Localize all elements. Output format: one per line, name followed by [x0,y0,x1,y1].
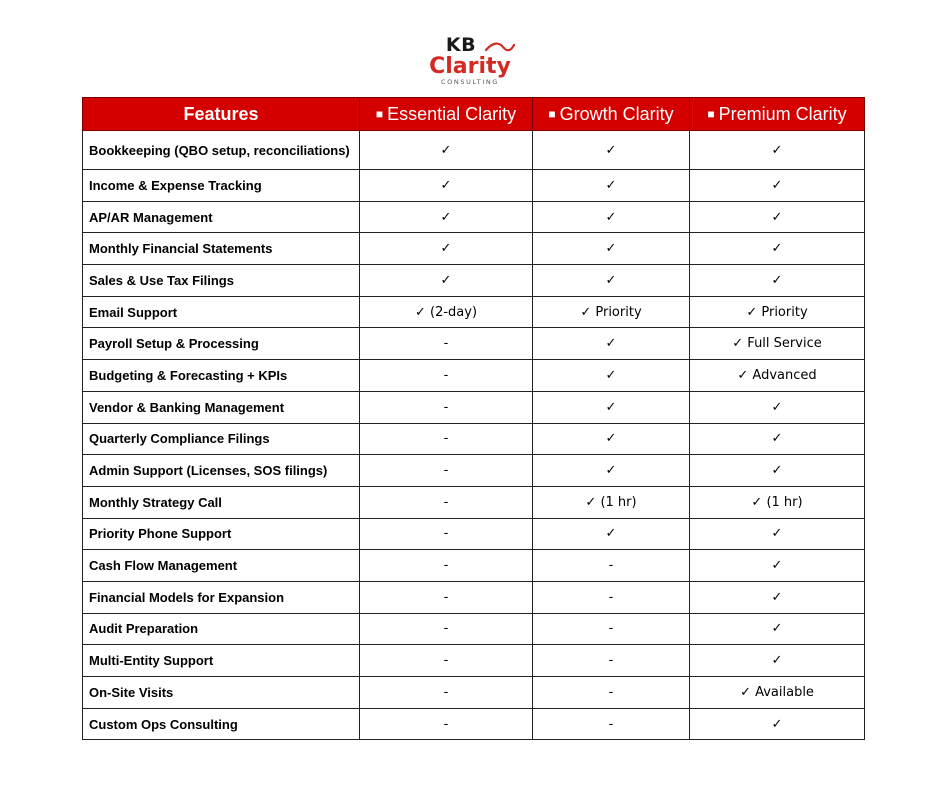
growth-cell: - [533,708,690,740]
table-row [83,677,865,709]
essential-cell: - [360,360,533,392]
premium-cell: ✓ (1 hr) [690,486,865,518]
essential-cell: - [360,645,533,677]
premium-cell: ✓ [690,708,865,740]
table-row [83,581,865,613]
company-logo [0,36,940,89]
growth-cell: ✓ [533,170,690,202]
growth-cell: ✓ [533,328,690,360]
table-row [83,550,865,582]
growth-cell: - [533,550,690,582]
premium-cell: ✓ [690,233,865,265]
essential-cell: ✓ [360,201,533,233]
logo-consulting-text: CONSULTING [441,78,499,86]
feature-cell: Quarterly Compliance Filings [83,423,360,455]
table-row [83,613,865,645]
essential-cell: - [360,708,533,740]
essential-cell: - [360,486,533,518]
premium-cell: ✓ Advanced [690,360,865,392]
feature-cell: On-Site Visits [83,677,360,709]
growth-cell: - [533,581,690,613]
growth-cell: - [533,677,690,709]
premium-cell: ✓ [690,518,865,550]
table-row [83,131,865,170]
table-header-row [83,98,865,131]
growth-cell: ✓ [533,518,690,550]
feature-cell: Sales & Use Tax Filings [83,265,360,297]
square-bullet-icon: ■ [707,106,715,121]
growth-cell: ✓ [533,360,690,392]
table-row [83,201,865,233]
premium-cell: ✓ [690,391,865,423]
premium-cell: ✓ [690,550,865,582]
feature-cell: Payroll Setup & Processing [83,328,360,360]
table-row [83,708,865,740]
feature-cell: Custom Ops Consulting [83,708,360,740]
essential-cell: - [360,328,533,360]
feature-cell: Audit Preparation [83,613,360,645]
growth-cell: ✓ [533,201,690,233]
premium-cell: ✓ Priority [690,296,865,328]
feature-cell: Bookkeeping (QBO setup, reconciliations) [83,131,360,170]
essential-cell: - [360,581,533,613]
essential-cell: - [360,613,533,645]
table-row [83,170,865,202]
growth-cell: ✓ [533,391,690,423]
essential-cell: - [360,677,533,709]
feature-cell: Admin Support (Licenses, SOS filings) [83,455,360,487]
essential-cell: - [360,391,533,423]
growth-cell: ✓ Priority [533,296,690,328]
premium-cell: ✓ Available [690,677,865,709]
growth-cell: ✓ [533,455,690,487]
pricing-comparison-table [82,97,865,740]
table-row [83,455,865,487]
header-premium-label: Premium Clarity [718,103,847,124]
table-row [83,233,865,265]
feature-cell: Monthly Financial Statements [83,233,360,265]
logo-swoosh-icon [485,42,515,52]
table-row [83,296,865,328]
table-row [83,486,865,518]
table-row [83,645,865,677]
square-bullet-icon: ■ [548,106,556,121]
growth-cell: ✓ [533,131,690,170]
premium-cell: ✓ [690,613,865,645]
feature-cell: Cash Flow Management [83,550,360,582]
table-row [83,423,865,455]
feature-cell: Vendor & Banking Management [83,391,360,423]
feature-cell: Email Support [83,296,360,328]
growth-cell: ✓ [533,265,690,297]
header-features: Features [83,98,360,131]
essential-cell: - [360,518,533,550]
essential-cell: ✓ [360,131,533,170]
premium-cell: ✓ [690,170,865,202]
growth-cell: - [533,613,690,645]
feature-cell: Income & Expense Tracking [83,170,360,202]
feature-cell: Priority Phone Support [83,518,360,550]
logo-clarity-text: Clarity [429,54,511,79]
premium-cell: ✓ [690,265,865,297]
feature-cell: AP/AR Management [83,201,360,233]
essential-cell: - [360,423,533,455]
table-row [83,360,865,392]
feature-cell: Multi-Entity Support [83,645,360,677]
logo-kb-text: KB [445,34,477,56]
feature-cell: Monthly Strategy Call [83,486,360,518]
premium-cell: ✓ [690,455,865,487]
header-essential-label: Essential Clarity [387,103,517,124]
essential-cell: ✓ [360,233,533,265]
table-row [83,391,865,423]
header-essential-clarity [360,98,533,131]
table-row [83,328,865,360]
essential-cell: ✓ [360,265,533,297]
premium-cell: ✓ [690,581,865,613]
growth-cell: ✓ [533,233,690,265]
essential-cell: - [360,455,533,487]
header-growth-clarity [533,98,690,131]
premium-cell: ✓ [690,645,865,677]
essential-cell: - [360,550,533,582]
table-row [83,518,865,550]
premium-cell: ✓ [690,131,865,170]
essential-cell: ✓ (2-day) [360,296,533,328]
premium-cell: ✓ [690,423,865,455]
feature-cell: Budgeting & Forecasting + KPIs [83,360,360,392]
table-row [83,265,865,297]
growth-cell: ✓ (1 hr) [533,486,690,518]
square-bullet-icon: ■ [375,106,384,121]
growth-cell: - [533,645,690,677]
premium-cell: ✓ Full Service [690,328,865,360]
growth-cell: ✓ [533,423,690,455]
header-premium-clarity [690,98,865,131]
premium-cell: ✓ [690,201,865,233]
feature-cell: Financial Models for Expansion [83,581,360,613]
header-growth-label: Growth Clarity [559,103,674,124]
essential-cell: ✓ [360,170,533,202]
